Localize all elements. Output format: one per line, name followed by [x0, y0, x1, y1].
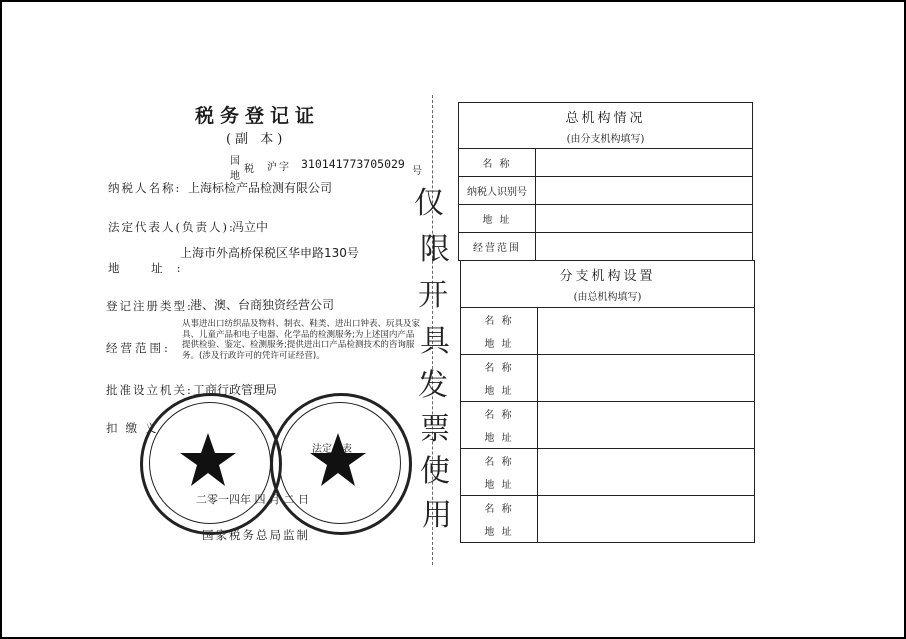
taxpayer-value: 上海标检产品检测有限公司 [188, 181, 333, 195]
address-label: 地 址: [108, 261, 195, 275]
legal-rep-value: 冯立中 [232, 220, 269, 234]
seal-star-icon [270, 393, 406, 529]
certificate-title: 税务登记证 [195, 105, 321, 127]
reg-type-label: 登记注册类型: [106, 299, 193, 313]
head-office-subtitle: (由分支机构填写) [566, 133, 645, 145]
head-office-row-value [536, 205, 753, 233]
hand-char: 具 [420, 324, 450, 359]
branch-addr-label: 地 址 [484, 480, 514, 491]
head-office-row-value [536, 149, 753, 177]
business-scope-label: 经营范围: [106, 341, 171, 355]
branch-office-header [461, 261, 755, 308]
head-office-row-label: 纳税人识别号 [459, 177, 536, 205]
hand-char: 使 [420, 454, 450, 489]
branch-row-value [538, 308, 755, 355]
head-office-header [459, 103, 753, 149]
branch-addr-label: 地 址 [484, 433, 514, 444]
branch-addr-label: 地 址 [484, 386, 514, 397]
reg-hao: 号 [412, 166, 422, 177]
reg-hu: 沪字 [267, 162, 291, 173]
branch-name-label: 名 称 [484, 316, 514, 327]
business-scope-value: 从事进出口纺织品及物料、制衣、鞋类、进出口钟表、玩具及家具、儿童产品和电子电器、化学品的检测服务;为上述国内产品提供检验、鉴定、检测服务;提供进出口产品检测技术的咨询服务。(涉及行政许可的凭许可证经营)。 [182, 319, 421, 361]
local-tax-seal [270, 393, 412, 535]
branch-row-value [538, 449, 755, 496]
issue-date: 二零一四年 四 月 二 日 [196, 493, 309, 506]
hand-char: 限 [420, 232, 450, 267]
reg-number: 310141773705029 [301, 157, 405, 171]
branch-row-labels [461, 355, 538, 402]
issuer: 国家税务总局监制 [202, 528, 310, 542]
hand-char: 票 [420, 412, 450, 447]
branch-addr-label: 地 址 [484, 339, 514, 350]
branch-row-labels [461, 402, 538, 449]
head-office-row-value [536, 233, 753, 261]
withhold-label: 扣缴义 [106, 421, 165, 435]
head-office-table [458, 102, 753, 261]
taxpayer-label: 纳税人名称: [108, 181, 182, 195]
hand-char: 发 [418, 368, 448, 403]
branch-row-value [538, 496, 755, 543]
branch-name-label: 名 称 [484, 363, 514, 374]
approval-label: 批准设立机关: [106, 383, 193, 397]
branch-office-table [460, 260, 755, 543]
branch-name-label: 名 称 [484, 504, 514, 515]
legal-rep-label: 法定代表人(负责人): [108, 220, 235, 234]
branch-row-value [538, 402, 755, 449]
address-value: 上海市外高桥保税区华申路130号 [180, 246, 359, 260]
reg-prefix-di: 地 [230, 171, 240, 182]
branch-name-label: 名 称 [484, 457, 514, 468]
branch-office-title: 分支机构设置 [559, 269, 656, 284]
hand-char: 用 [422, 498, 452, 533]
hand-char: 仅 [414, 186, 444, 221]
approval-value: 工商行政管理局 [193, 383, 278, 397]
branch-row-labels [461, 449, 538, 496]
branch-row-labels [461, 496, 538, 543]
reg-type-value: 港、澳、台商独资经营公司 [190, 298, 335, 312]
reg-shui: 税 [244, 164, 254, 175]
reg-prefix-guo: 国 [230, 156, 240, 167]
branch-office-subtitle: (由总机构填写) [573, 292, 642, 303]
head-office-row-value [536, 177, 753, 205]
tax-bureau-seal [140, 393, 282, 535]
head-office-title: 总机构情况 [565, 110, 646, 126]
seal-star-icon [140, 393, 276, 529]
branch-row-value [538, 355, 755, 402]
certificate-subtitle: (副 本) [226, 132, 287, 147]
branch-row-labels [461, 308, 538, 355]
head-office-row-label: 名 称 [459, 149, 536, 177]
head-office-row-label: 经营范围 [459, 233, 536, 261]
branch-name-label: 名 称 [484, 410, 514, 421]
branch-addr-label: 地 址 [484, 527, 514, 538]
head-office-row-label: 地 址 [459, 205, 536, 233]
withhold-tail: 法定代表 [312, 444, 352, 455]
hand-char: 开 [418, 278, 448, 313]
